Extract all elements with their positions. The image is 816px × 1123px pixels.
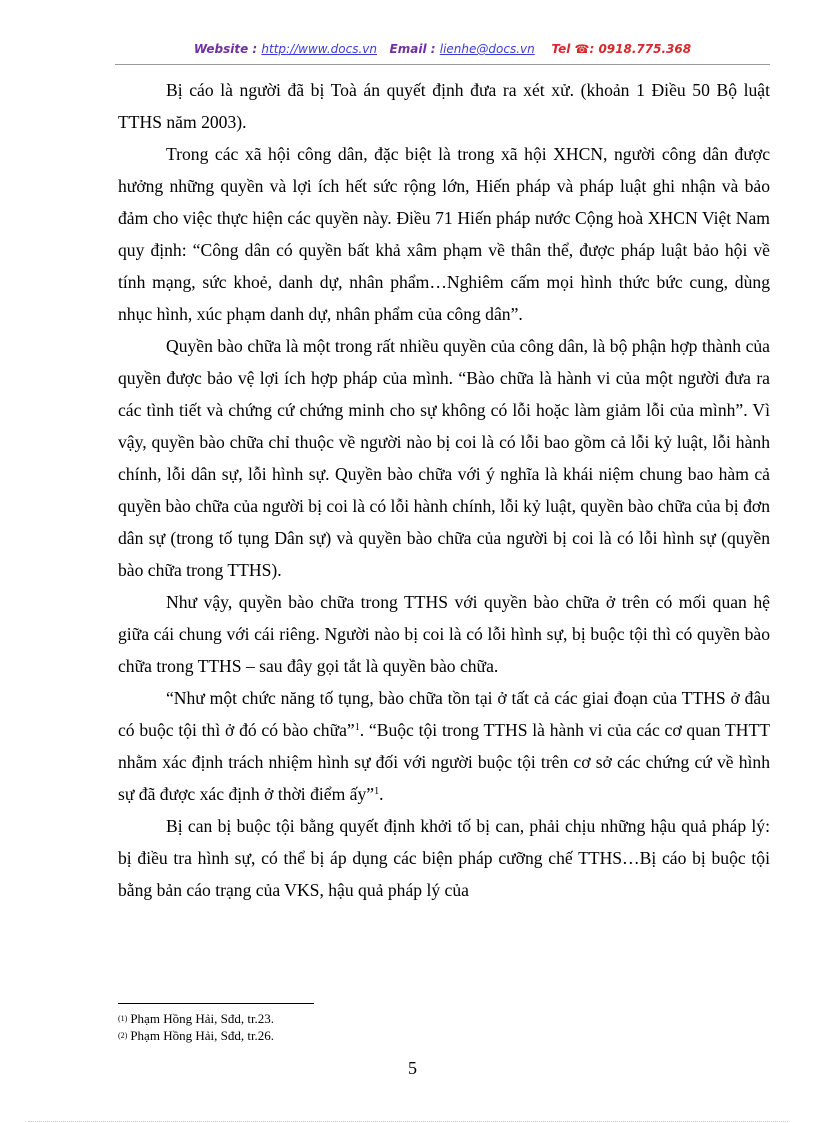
- email-link[interactable]: lienhe@docs.vn: [439, 42, 535, 56]
- footnotes: [118, 1010, 618, 1044]
- paragraph-6: Bị can bị buộc tội bằng quyết định khởi tố bị can, phải chịu những hậu quả pháp lý: bị điều tra hình sự, có thể bị áp dụng các biện pháp cưỡng chế TTHS…Bị cáo bị buộc tội bằng bản cáo trạng của VKS, hậu quả pháp lý của: [118, 816, 770, 900]
- footnote-mark: (2): [118, 1031, 128, 1040]
- footnote-2: [118, 1027, 618, 1044]
- footnote-mark: (1): [118, 1014, 128, 1023]
- tel-label: Tel: [551, 42, 571, 56]
- website-link[interactable]: http://www.docs.vn: [261, 42, 377, 56]
- paragraph-2: Trong các xã hội công dân, đặc biệt là trong xã hội XHCN, người công dân được hưởng những quyền và lợi ích hết sức rộng lớn, Hiến pháp và pháp luật ghi nhận và bảo đảm cho việc thực hiện các quyền này. Điều 71 Hiến pháp nước Cộng hoà XHCN Việt Nam quy định: “Công dân có quyền bất khả xâm phạm về thân thể, được pháp luật bảo hội về tính mạng, sức khoẻ, danh dự, nhân phẩm…Nghiêm cấm mọi hình thức bức cung, dùng nhục hình, xúc phạm danh dự, nhân phẩm của công dân”.: [118, 144, 770, 324]
- footnote-divider: [118, 1003, 314, 1004]
- page-number: 5: [408, 1058, 417, 1078]
- paragraph-4: Như vậy, quyền bào chữa trong TTHS với quyền bào chữa ở trên có mối quan hệ giữa cái chung với cái riêng. Người nào bị coi là có lỗi hình sự, bị buộc tội thì có quyền bào chữa trong TTHS – sau đây gọi tắt là quyền bào chữa.: [118, 592, 770, 676]
- footnote-text: Phạm Hồng Hải, Sđd, tr.26.: [130, 1028, 275, 1043]
- paragraph-3: Quyền bào chữa là một trong rất nhiều quyền của công dân, là bộ phận hợp thành của quyền được bảo vệ lợi ích hợp pháp của mình. “Bào chữa là hành vi của một người đưa ra các tình tiết và chứng cứ chứng minh cho sự không có lỗi hoặc làm giảm lỗi của mình”. Vì vậy, quyền bào chữa chỉ thuộc về người nào bị coi là có lỗi bao gồm cả lỗi kỷ luật, lỗi hành chính, lỗi dân sự, lỗi hình sự. Quyền bào chữa với ý nghĩa là khái niệm chung bao hàm cả quyền bào chữa của người bị coi là có lỗi hành chính, lỗi kỷ luật, quyền bào chữa của bị đơn dân sự (trong tố tụng Dân sự) và quyền bào chữa của người bị coi là có lỗi hình sự (quyền bào chữa trong TTHS).: [118, 336, 770, 580]
- footnote-text: Phạm Hồng Hải, Sđd, tr.23.: [130, 1011, 275, 1026]
- email-label: Email :: [389, 42, 436, 56]
- paragraph-5-part-c: .: [379, 784, 384, 804]
- phone-icon: ☎: [574, 42, 590, 56]
- footnote-ref-2: 1: [374, 786, 380, 797]
- tel-value: : 0918.775.368: [589, 42, 692, 56]
- website-label: Website :: [193, 42, 258, 56]
- paragraph-5: [118, 682, 770, 810]
- header-divider: [115, 64, 770, 65]
- footnote-ref-1: 1: [354, 722, 360, 733]
- paragraph-5-part-a: “Như một chức năng tố tụng, bào chữa tồn tại ở tất cả các giai đoạn của TTHS ở đâu có buộc tội thì ở đó có bào chữa”: [118, 688, 770, 740]
- page-header: [115, 42, 770, 56]
- paragraph-1: Bị cáo là người đã bị Toà án quyết định đưa ra xét xử. (khoản 1 Điều 50 Bộ luật TTHS năm 2003).: [118, 80, 770, 132]
- page-bottom-border: [28, 1121, 788, 1122]
- paragraph-5-part-b: . “Buộc tội trong TTHS là hành vi của các cơ quan THTT nhằm xác định trách nhiệm hình sự đối với người buộc tội trên cơ sở các chứng cứ về hình sự đã được xác định ở thời điểm ấy”: [118, 720, 770, 804]
- document-body: [118, 74, 770, 906]
- footnote-1: [118, 1010, 618, 1027]
